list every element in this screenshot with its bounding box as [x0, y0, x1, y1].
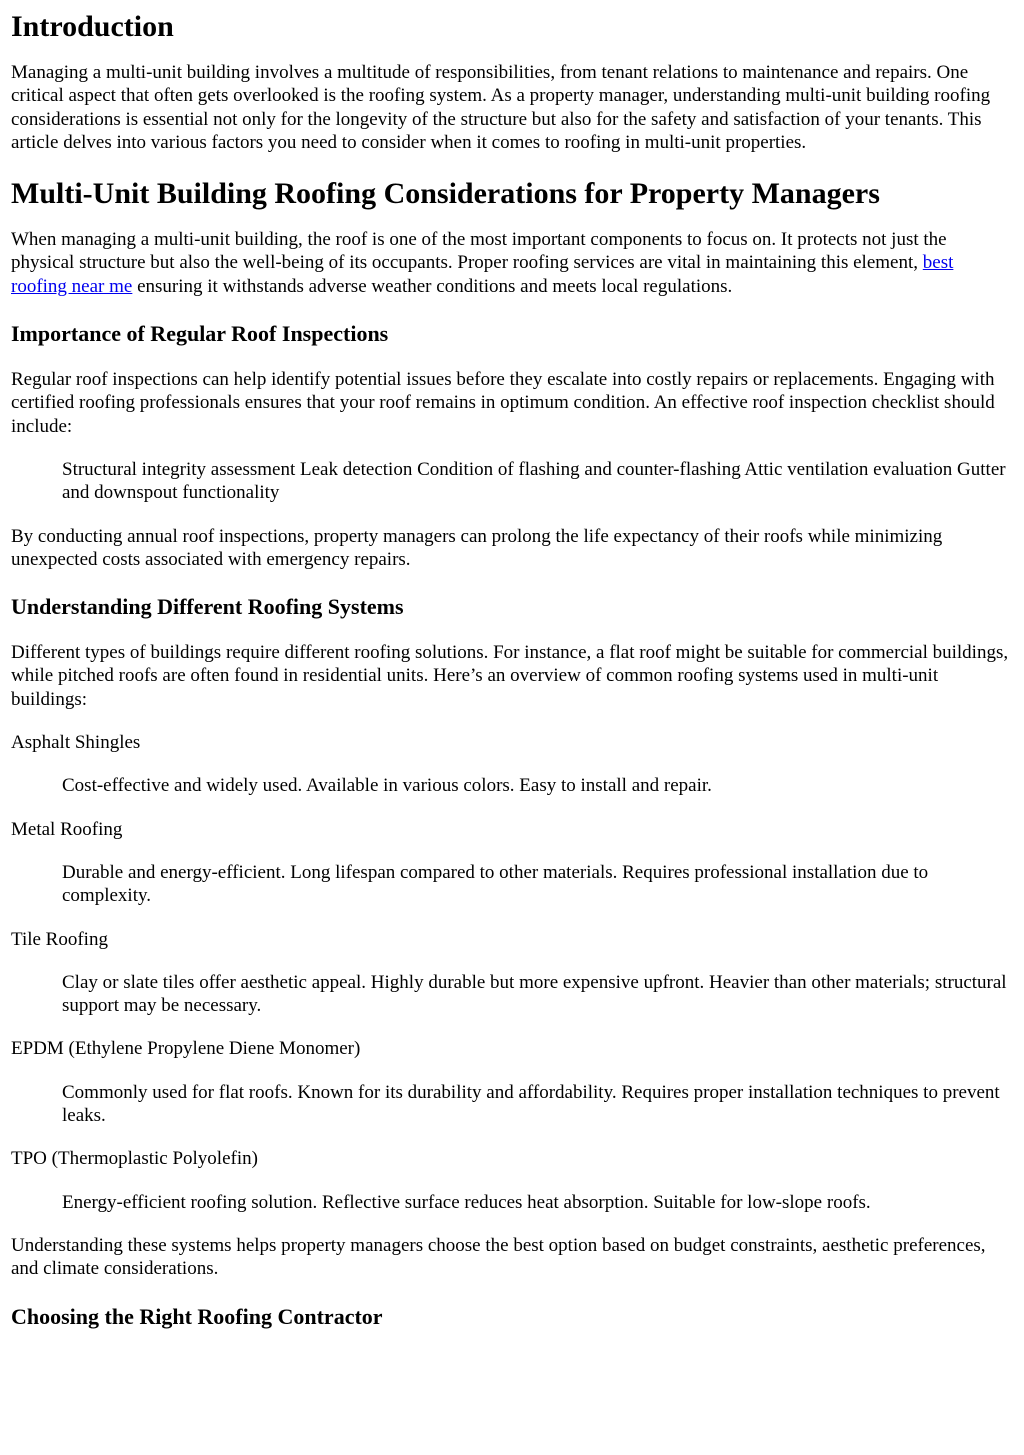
article: [0, 9, 1024, 1331]
system-term-tile: Tile Roofing: [11, 928, 108, 950]
inspections-paragraph: Regular roof inspections can help identify potential issues before they escalate into costly repairs or replacements. Engaging with certified roofing professionals ensures that your roof remains in optimum condition. An effective roof inspection checklist should include:: [11, 369, 995, 437]
contractor-heading: Choosing the Right Roofing Contractor: [11, 1303, 383, 1329]
main-paragraph: [11, 228, 1013, 298]
main-paragraph-text-after: ensuring it withstands adverse weather conditions and meets local regulations.: [132, 275, 733, 297]
main-paragraph-text-before: When managing a multi-unit building, the roof is one of the most important components to focus on. It protects not just the physical structure but also the well-being of its occupants. Proper roofing services are vital in maintaining this element,: [11, 229, 947, 274]
inspection-checklist: Structural integrity assessment Leak detection Condition of flashing and counter-flashing Attic ventilation evaluation Gutter and downspout functionality: [62, 458, 1006, 504]
system-description-epdm: Commonly used for flat roofs. Known for its durability and affordability. Requires proper installation techniques to prevent leaks.: [62, 1081, 1000, 1127]
inspections-closing: By conducting annual roof inspections, property managers can prolong the life expectancy of their roofs while minimizing unexpected costs associated with emergency repairs.: [11, 525, 943, 570]
system-term-metal: Metal Roofing: [11, 818, 123, 840]
system-description-asphalt: Cost-effective and widely used. Available in various colors. Easy to install and repair.: [62, 775, 712, 797]
system-description-tile: Clay or slate tiles offer aesthetic appeal. Highly durable but more expensive upfront. Heavier than other materials; structural support may be necessary.: [62, 971, 1007, 1017]
main-heading: Multi-Unit Building Roofing Considerations for Property Managers: [11, 177, 880, 211]
system-description-tpo: Energy-efficient roofing solution. Reflective surface reduces heat absorption. Suitable for low-slope roofs.: [62, 1191, 871, 1213]
best-roofing-link[interactable]: best roofing near me: [11, 252, 954, 297]
system-term-tpo: TPO (Thermoplastic Polyolefin): [11, 1148, 258, 1170]
system-description-metal: Durable and energy-efficient. Long lifespan compared to other materials. Requires professional installation due to complexity.: [62, 861, 929, 907]
system-term-asphalt: Asphalt Shingles: [11, 732, 141, 754]
inspections-heading: Importance of Regular Roof Inspections: [11, 321, 389, 347]
intro-paragraph: Managing a multi-unit building involves a multitude of responsibilities, from tenant relations to maintenance and repairs. One critical aspect that often gets overlooked is the roofing system. As a property manager, understanding multi-unit building roofing considerations is essential not only for the longevity of the structure but also for the safety and satisfaction of your tenants. This article delves into various factors you need to consider when it comes to roofing in multi-unit properties.: [11, 62, 991, 153]
systems-paragraph: Different types of buildings require different roofing solutions. For instance, a flat roof might be suitable for commercial buildings, while pitched roofs are often found in residential units. Here’s an overview of common roofing systems used in multi-unit buildings:: [11, 642, 1009, 710]
intro-heading: Introduction: [11, 10, 174, 43]
system-term-epdm: EPDM (Ethylene Propylene Diene Monomer): [11, 1038, 361, 1060]
systems-closing: Understanding these systems helps property managers choose the best option based on budget constraints, aesthetic preferences, and climate considerations.: [11, 1234, 986, 1280]
systems-heading: Understanding Different Roofing Systems: [11, 594, 404, 620]
